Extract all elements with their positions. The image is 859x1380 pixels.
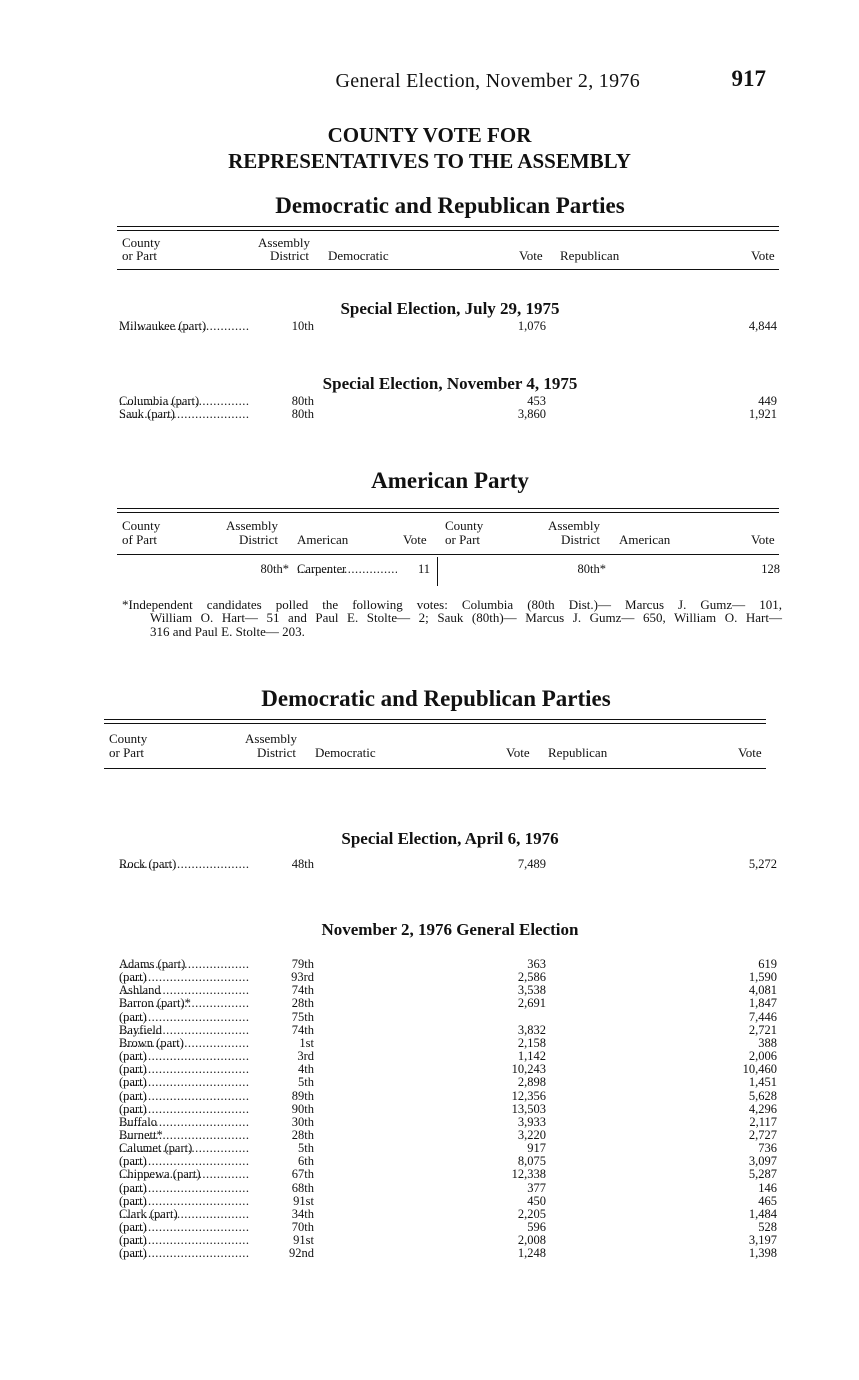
- am-header-county-2: County: [445, 518, 484, 533]
- header-democratic: Democratic: [328, 248, 389, 263]
- democratic-vote-cell: 2,898: [517, 1076, 546, 1090]
- republican-vote-cell: 1,847: [748, 997, 777, 1011]
- republican-vote-cell: 736: [758, 1142, 777, 1156]
- republican-vote-cell: 1,484: [748, 1207, 777, 1221]
- republican-vote-cell: 2,721: [748, 1023, 777, 1037]
- district-cell: 1st: [299, 1036, 314, 1050]
- democratic-vote-cell: 1,076: [517, 320, 546, 333]
- page-number: 917: [731, 66, 766, 91]
- district-cell: 48th: [291, 858, 314, 871]
- table-row: [0, 997, 859, 1010]
- county-cell: Chippewa (part) .....: [119, 1168, 250, 1181]
- county-cell: Ashland .....: [119, 984, 250, 997]
- republican-vote-cell: 4,081: [748, 984, 777, 998]
- democratic-vote-cell: 453: [527, 395, 546, 408]
- county-cell: Milwaukee (part) .....: [119, 320, 250, 333]
- table-row: [0, 1050, 859, 1063]
- democratic-vote-cell: 1,142: [517, 1050, 546, 1064]
- republican-vote-cell: 388: [758, 1036, 777, 1050]
- democratic-vote-cell: 450: [527, 1194, 546, 1208]
- table-row: [0, 1037, 859, 1050]
- page-title-line-1: COUNTY VOTE FOR: [327, 123, 532, 147]
- republican-vote-cell: 146: [758, 1181, 777, 1195]
- county-cell: (part) .....: [119, 1221, 250, 1234]
- county-cell: Bayfield .....: [119, 1024, 250, 1037]
- democratic-vote-cell: 8,075: [517, 1155, 546, 1169]
- s3-header-district: District: [257, 745, 296, 760]
- democratic-vote-cell: 12,356: [511, 1089, 546, 1103]
- table-row: [0, 1221, 859, 1234]
- district-cell: 28th: [291, 1128, 314, 1142]
- democratic-vote-cell: 2,586: [517, 971, 546, 985]
- district-cell: 30th: [291, 1115, 314, 1129]
- republican-vote-cell: 449: [758, 395, 777, 408]
- democratic-vote-cell: 2,691: [517, 997, 546, 1011]
- county-cell: (part) .....: [119, 1182, 250, 1195]
- table-row: [0, 984, 859, 997]
- double-rule-top: [117, 226, 779, 227]
- county-cell: Brown (part) .....: [119, 1037, 250, 1050]
- header-vote: Vote: [519, 248, 543, 263]
- s3-header-or-part: or Part: [109, 745, 145, 760]
- s3-header-democratic: Democratic: [315, 745, 376, 760]
- header-vote-2: Vote: [751, 248, 775, 263]
- republican-vote-cell: 4,296: [748, 1102, 777, 1116]
- subsection-title-april-1976: Special Election, April 6, 1976: [341, 829, 559, 848]
- republican-vote-cell: 7,446: [748, 1010, 777, 1024]
- district-cell: 75th: [291, 1010, 314, 1024]
- s3-double-rule-top: [104, 719, 766, 720]
- county-cell: Adams (part) .....: [119, 958, 250, 971]
- s3-header-rule: [104, 768, 766, 769]
- county-cell: Rock (part) .....: [119, 858, 250, 871]
- democratic-vote-cell: 10,243: [511, 1063, 546, 1077]
- democratic-vote-cell: 13,503: [511, 1102, 546, 1116]
- county-cell: (part) .....: [119, 1247, 250, 1260]
- district-cell: 93rd: [291, 971, 314, 985]
- subsection-title-general-1976: November 2, 1976 General Election: [321, 920, 579, 939]
- table-row: [0, 1142, 859, 1155]
- republican-vote-cell: 1,451: [748, 1076, 777, 1090]
- am-header-american: American: [297, 532, 349, 547]
- county-cell: (part) .....: [119, 1090, 250, 1103]
- democratic-vote-cell: 596: [527, 1221, 546, 1234]
- s3-double-rule-bottom: [104, 723, 766, 724]
- table-row: [0, 1208, 859, 1221]
- county-cell: Calumet (part) .....: [119, 1142, 250, 1155]
- district-cell: 89th: [291, 1089, 314, 1103]
- republican-vote-cell: 1,398: [748, 1247, 777, 1261]
- table-row: [0, 1234, 859, 1247]
- am-vote-cell: 11: [417, 563, 430, 576]
- header-county: County: [122, 235, 161, 250]
- county-cell: (part) .....: [119, 1076, 250, 1089]
- am-district-cell-2: 80th*: [577, 563, 606, 576]
- header-assembly: Assembly: [258, 235, 310, 250]
- district-cell: 74th: [291, 1023, 314, 1037]
- double-rule-bottom: [117, 230, 779, 231]
- table-row: [0, 395, 859, 408]
- county-cell: Barron (part)* .....: [119, 997, 250, 1010]
- am-candidate-cell: Carpenter .....: [297, 563, 397, 576]
- county-cell: Sauk (part) .....: [119, 408, 250, 421]
- table-row: [0, 1116, 859, 1129]
- democratic-vote-cell: 3,538: [517, 984, 546, 998]
- republican-vote-cell: 5,272: [748, 858, 777, 871]
- republican-vote-cell: 2,727: [748, 1128, 777, 1142]
- district-cell: 3rd: [297, 1050, 314, 1064]
- county-cell: Clark (part) .....: [119, 1208, 250, 1221]
- header-or-part: or Part: [122, 248, 158, 263]
- table-row: [0, 1076, 859, 1089]
- section-title-dem-rep-2: Democratic and Republican Parties: [261, 686, 611, 711]
- county-cell: (part) .....: [119, 1063, 250, 1076]
- am-header-vote-2: Vote: [751, 532, 775, 547]
- district-cell: 90th: [291, 1102, 314, 1116]
- district-cell: 5th: [298, 1142, 314, 1156]
- table-row: [0, 1024, 859, 1037]
- county-cell: Buffalo .....: [119, 1116, 250, 1129]
- page-title-line-2: REPRESENTATIVES TO THE ASSEMBLY: [228, 149, 631, 173]
- district-cell: 4th: [298, 1063, 314, 1077]
- district-cell: 34th: [291, 1207, 314, 1221]
- am-header-assembly-2: Assembly: [548, 518, 600, 533]
- district-cell: 5th: [298, 1076, 314, 1090]
- county-cell: (part) .....: [119, 1155, 250, 1168]
- democratic-vote-cell: 3,933: [517, 1115, 546, 1129]
- republican-vote-cell: 619: [758, 958, 777, 971]
- district-cell: 92nd: [289, 1247, 314, 1261]
- table-row: [0, 1063, 859, 1076]
- table-row: [0, 858, 859, 871]
- am-header-rule: [117, 554, 779, 555]
- table-row: [0, 958, 859, 971]
- table-row: [0, 408, 859, 421]
- republican-vote-cell: 3,197: [748, 1234, 777, 1248]
- democratic-vote-cell: 363: [527, 958, 546, 971]
- republican-vote-cell: 1,590: [748, 971, 777, 985]
- table-row: [0, 1090, 859, 1103]
- county-cell: (part) .....: [119, 1234, 250, 1247]
- table-row: [0, 1168, 859, 1181]
- header-republican: Republican: [560, 248, 620, 263]
- district-cell: 91st: [293, 1194, 314, 1208]
- democratic-vote-cell: 2,008: [517, 1234, 546, 1248]
- republican-vote-cell: 10,460: [742, 1063, 777, 1077]
- democratic-vote-cell: 3,220: [517, 1128, 546, 1142]
- am-header-district-2: District: [561, 532, 600, 547]
- democratic-vote-cell: 2,158: [517, 1036, 546, 1050]
- democratic-vote-cell: 7,489: [517, 858, 546, 871]
- subsection-title-july-1975: Special Election, July 29, 1975: [340, 299, 560, 318]
- s3-header-vote: Vote: [506, 745, 530, 760]
- table-row: [0, 1103, 859, 1116]
- am-header-assembly: Assembly: [226, 518, 278, 533]
- democratic-vote-cell: 917: [527, 1142, 546, 1156]
- district-cell: 91st: [293, 1234, 314, 1248]
- section-title-american-party: American Party: [371, 468, 529, 493]
- table-row: [0, 1195, 859, 1208]
- table-row: [0, 1155, 859, 1168]
- am-header-county: County: [122, 518, 161, 533]
- s3-header-county: County: [109, 731, 148, 746]
- republican-vote-cell: 2,117: [749, 1115, 777, 1129]
- district-cell: 6th: [298, 1155, 314, 1169]
- county-cell: (part) .....: [119, 1103, 250, 1116]
- am-header-american-2: American: [619, 532, 671, 547]
- table-row: [0, 320, 859, 333]
- county-cell: (part) .....: [119, 971, 250, 984]
- table-row: [0, 971, 859, 984]
- republican-vote-cell: 4,844: [748, 320, 777, 333]
- table-row: [0, 1247, 859, 1260]
- am-header-district: District: [239, 532, 278, 547]
- republican-vote-cell: 1,921: [748, 408, 777, 422]
- section-title-dem-rep-1: Democratic and Republican Parties: [275, 193, 625, 218]
- democratic-vote-cell: 377: [527, 1181, 546, 1195]
- district-cell: 80th: [291, 395, 314, 408]
- table-row: [0, 1011, 859, 1024]
- district-cell: 10th: [291, 320, 314, 333]
- democratic-vote-cell: 12,338: [511, 1168, 546, 1182]
- district-cell: 70th: [291, 1221, 314, 1234]
- am-header-or-part-2: or Part: [445, 532, 481, 547]
- am-header-of-part: of Part: [122, 532, 158, 547]
- district-cell: 68th: [291, 1181, 314, 1195]
- republican-vote-cell: 528: [758, 1221, 777, 1234]
- s3-header-assembly: Assembly: [245, 731, 297, 746]
- am-district-cell: 80th*: [260, 563, 289, 576]
- county-cell: (part) .....: [119, 1011, 250, 1024]
- header-district: District: [270, 248, 309, 263]
- s3-header-republican: Republican: [548, 745, 608, 760]
- am-table-row: [0, 563, 859, 576]
- democratic-vote-cell: 3,832: [517, 1023, 546, 1037]
- district-cell: 80th: [291, 408, 314, 422]
- county-cell: Burnett* .....: [119, 1129, 250, 1142]
- am-double-rule-top: [117, 508, 779, 509]
- republican-vote-cell: 5,287: [748, 1168, 777, 1182]
- footnote-line-2: William O. Hart— 51 and Paul E. Stolte— 2; Sauk (80th)— Marcus J. Gumz— 650, William O. Hart—: [150, 610, 782, 625]
- district-cell: 79th: [291, 958, 314, 971]
- county-cell: (part) .....: [119, 1050, 250, 1063]
- district-cell: 74th: [291, 984, 314, 998]
- republican-vote-cell: 5,628: [748, 1089, 777, 1103]
- running-head: General Election, November 2, 1976: [335, 70, 640, 92]
- am-double-rule-bottom: [117, 512, 779, 513]
- county-cell: Columbia (part) .....: [119, 395, 250, 408]
- district-cell: 28th: [291, 997, 314, 1011]
- democratic-vote-cell: 1,248: [517, 1247, 546, 1261]
- footnote-line-1: *Independent candidates polled the following votes: Columbia (80th Dist.)— Marcus J. Gumz— 101,: [122, 597, 782, 612]
- footnote-line-3: 316 and Paul E. Stolte— 203.: [150, 624, 305, 639]
- table-row: [0, 1182, 859, 1195]
- republican-vote-cell: 465: [758, 1194, 777, 1208]
- republican-vote-cell: 2,006: [748, 1050, 777, 1064]
- am-vote-cell-2: 128: [761, 563, 780, 576]
- subsection-title-november-1975: Special Election, November 4, 1975: [322, 374, 578, 393]
- republican-vote-cell: 3,097: [748, 1155, 777, 1169]
- county-cell: (part) .....: [119, 1195, 250, 1208]
- democratic-vote-cell: 3,860: [517, 408, 546, 422]
- am-header-vote: Vote: [403, 532, 427, 547]
- democratic-vote-cell: 2,205: [517, 1207, 546, 1221]
- district-cell: 67th: [291, 1168, 314, 1182]
- table-row: [0, 1129, 859, 1142]
- header-rule: [117, 269, 779, 270]
- s3-header-vote-2: Vote: [738, 745, 762, 760]
